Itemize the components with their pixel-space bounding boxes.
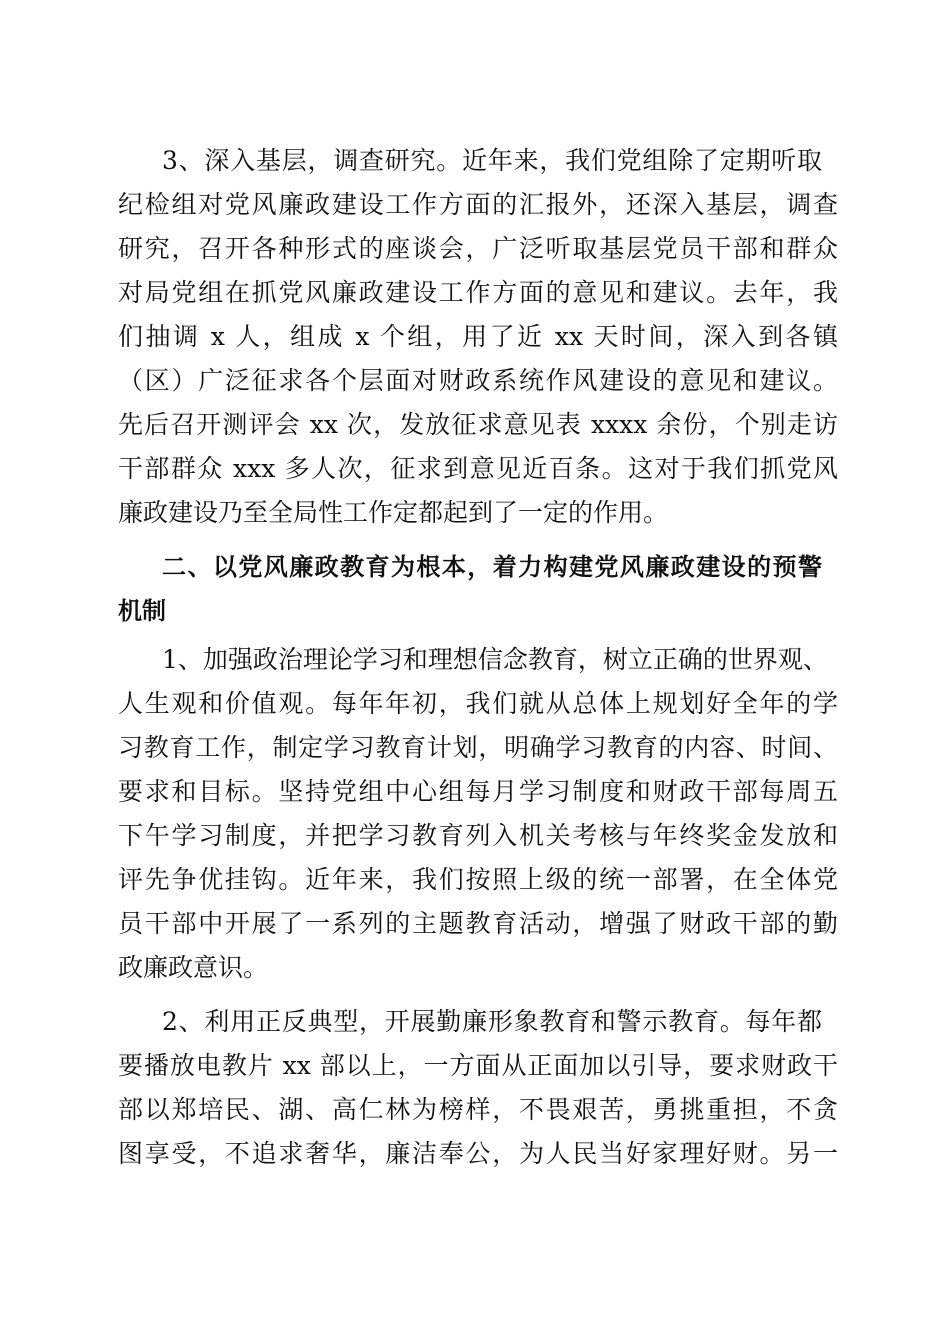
paragraph-1-line-7: 先后召开测评会 xx 次，发放征求意见表 xxxx 余份，个别走访	[118, 410, 838, 439]
paragraph-2-line-3: 习教育工作，制定学习教育计划，明确学习教育的内容、时间、	[118, 733, 838, 762]
paragraph-2-line-5: 下午学习制度，并把学习教育列入机关考核与年终奖金发放和	[118, 821, 838, 850]
paragraph-1-line-4: 对局党组在抓党风廉政建设工作方面的意见和建议。去年，我	[118, 278, 838, 307]
paragraph-1-line-8: 干部群众 xxx 多人次，征求到意见近百条。这对于我们抓党风	[118, 454, 838, 483]
section-heading-line-2: 机制	[118, 597, 166, 625]
paragraph-1-line-3: 研究，召开各种形式的座谈会，广泛听取基层党员干部和群众	[118, 234, 838, 263]
paragraph-1-line-5: 们抽调 x 人，组成 x 个组，用了近 xx 天时间，深入到各镇	[118, 322, 838, 351]
paragraph-2-line-7: 员干部中开展了一系列的主题教育活动，增强了财政干部的勤	[118, 909, 838, 938]
paragraph-3-line-4: 图享受，不追求奢华，廉洁奉公，为人民当好家理好财。另一	[118, 1139, 838, 1168]
paragraph-2-line-2: 人生观和价值观。每年年初，我们就从总体上规划好全年的学	[118, 689, 838, 718]
paragraph-2-line-4: 要求和目标。坚持党组中心组每月学习制度和财政干部每周五	[118, 777, 838, 806]
paragraph-1-line-6: （区）广泛征求各个层面对财政系统作风建设的意见和建议。	[118, 366, 838, 395]
paragraph-3-line-3: 部以郑培民、湖、高仁林为榜样，不畏艰苦，勇挑重担，不贪	[118, 1095, 838, 1124]
paragraph-3-line-2: 要播放电教片 xx 部以上，一方面从正面加以引导，要求财政干	[118, 1051, 838, 1080]
paragraph-1-line-9: 廉政建设乃至全局性工作定都起到了一定的作用。	[118, 498, 669, 527]
paragraph-2-line-1: 1、加强政治理论学习和理想信念教育，树立正确的世界观、	[162, 645, 828, 674]
section-heading-line-1: 二、以党风廉政教育为根本，着力构建党风廉政建设的预警	[162, 553, 822, 581]
paragraph-1-line-2: 纪检组对党风廉政建设工作方面的汇报外，还深入基层，调查	[118, 190, 838, 219]
paragraph-3-line-1: 2、利用正反典型，开展勤廉形象教育和警示教育。每年都	[162, 1007, 822, 1036]
paragraph-2-line-6: 评先争优挂钩。近年来，我们按照上级的统一部署，在全体党	[118, 865, 838, 894]
paragraph-1-line-1: 3、深入基层，调查研究。近年来，我们党组除了定期听取	[162, 146, 822, 175]
paragraph-2-line-8: 政廉政意识。	[118, 953, 269, 982]
